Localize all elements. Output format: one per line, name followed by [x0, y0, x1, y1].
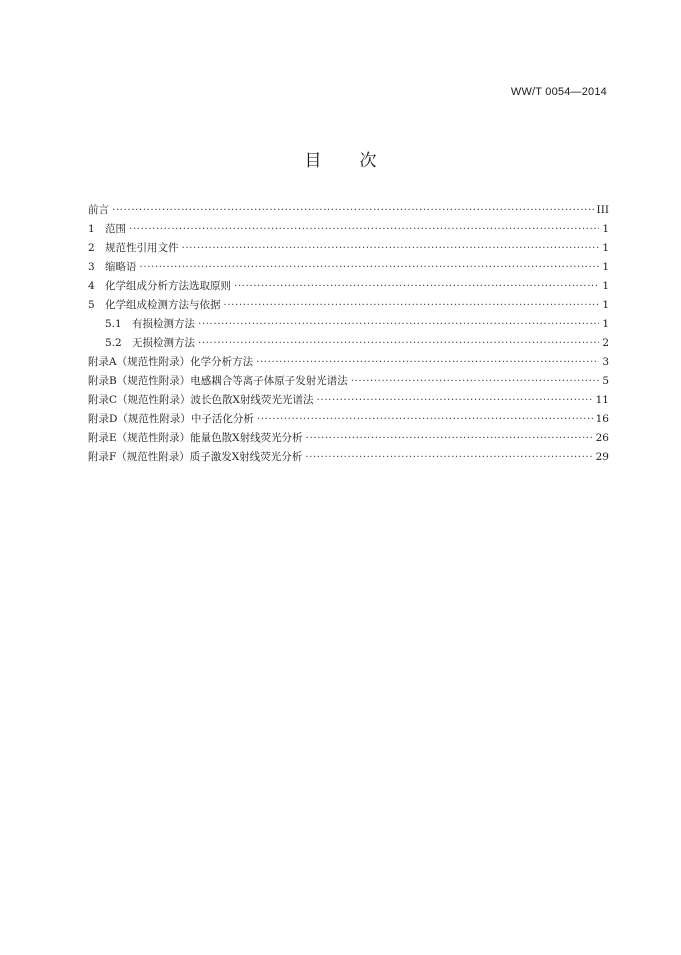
toc-label: 范围 — [105, 223, 126, 235]
toc-number: 5.2 — [105, 337, 122, 349]
dot-leader — [305, 448, 592, 467]
toc-entry-5-2[interactable] — [88, 334, 609, 353]
toc-page-number: 1 — [602, 242, 609, 254]
toc-entry-4[interactable] — [88, 277, 609, 296]
toc-page-number: 1 — [602, 299, 609, 311]
toc-label: 规范性引用文件 — [105, 242, 179, 254]
dot-leader — [257, 410, 593, 429]
toc-page-number: 11 — [595, 394, 609, 406]
toc-page-number: 5 — [602, 375, 609, 387]
toc-page-number: III — [596, 204, 609, 216]
toc-page-number: 26 — [595, 432, 609, 444]
toc-label: 附录D（规范性附录）中子活化分析 — [88, 413, 254, 425]
toc-label: 附录B（规范性附录）电感耦合等离子体原子发射光谱法 — [88, 375, 348, 387]
toc-entry-foreword[interactable] — [88, 201, 609, 220]
toc-entry-appendix-a[interactable] — [88, 353, 609, 372]
toc-number: 4 — [88, 280, 95, 292]
toc-label: 附录C（规范性附录）波长色散X射线荧光光谱法 — [88, 394, 314, 406]
toc-entry-1[interactable] — [88, 220, 609, 239]
toc-page-number: 16 — [595, 413, 609, 425]
toc-label: 化学组成分析方法选取原则 — [105, 280, 231, 292]
dot-leader — [351, 372, 600, 391]
dot-leader — [317, 391, 593, 410]
toc-entry-2[interactable] — [88, 239, 609, 258]
dot-leader — [112, 201, 594, 220]
toc-number: 5 — [88, 299, 95, 311]
toc-number: 5.1 — [105, 318, 122, 330]
toc-label: 无损检测方法 — [132, 337, 195, 349]
standard-code: WW/T 0054—2014 — [510, 86, 607, 98]
toc-page-number: 1 — [602, 223, 609, 235]
toc-page-number: 1 — [602, 261, 609, 273]
dot-leader — [182, 239, 600, 258]
toc-entry-5-1[interactable] — [88, 315, 609, 334]
toc-entry-appendix-e[interactable] — [88, 429, 609, 448]
toc-page-number: 29 — [595, 451, 609, 463]
toc-entry-5[interactable] — [88, 296, 609, 315]
page-title: 目次 — [304, 151, 415, 171]
dot-leader — [129, 220, 599, 239]
toc-label: 前言 — [88, 204, 109, 216]
toc-label: 化学组成检测方法与依据 — [105, 299, 221, 311]
toc-entry-appendix-f[interactable] — [88, 448, 609, 467]
dot-leader — [224, 296, 600, 315]
toc-entry-appendix-c[interactable] — [88, 391, 609, 410]
toc-page-number: 1 — [602, 318, 609, 330]
dot-leader — [256, 353, 599, 372]
toc-number: 2 — [88, 242, 95, 254]
toc-page-number: 2 — [602, 337, 609, 349]
toc-entry-appendix-b[interactable] — [88, 372, 609, 391]
dot-leader — [140, 258, 600, 277]
toc-page-number: 1 — [602, 280, 609, 292]
toc-label: 附录E（规范性附录）能量色散X射线荧光分析 — [88, 432, 303, 444]
toc-number: 1 — [88, 223, 95, 235]
dot-leader — [198, 334, 599, 353]
dot-leader — [234, 277, 599, 296]
toc-entry-appendix-d[interactable] — [88, 410, 609, 429]
toc-label: 缩略语 — [105, 261, 137, 273]
dot-leader — [306, 429, 593, 448]
toc-label: 有损检测方法 — [132, 318, 195, 330]
toc-entry-3[interactable] — [88, 258, 609, 277]
toc-page-number: 3 — [602, 356, 609, 368]
toc-number: 3 — [88, 261, 95, 273]
toc-label: 附录A（规范性附录）化学分析方法 — [88, 356, 254, 368]
table-of-contents — [88, 201, 609, 467]
dot-leader — [198, 315, 599, 334]
toc-label: 附录F（规范性附录）质子激发X射线荧光分析 — [88, 451, 303, 463]
